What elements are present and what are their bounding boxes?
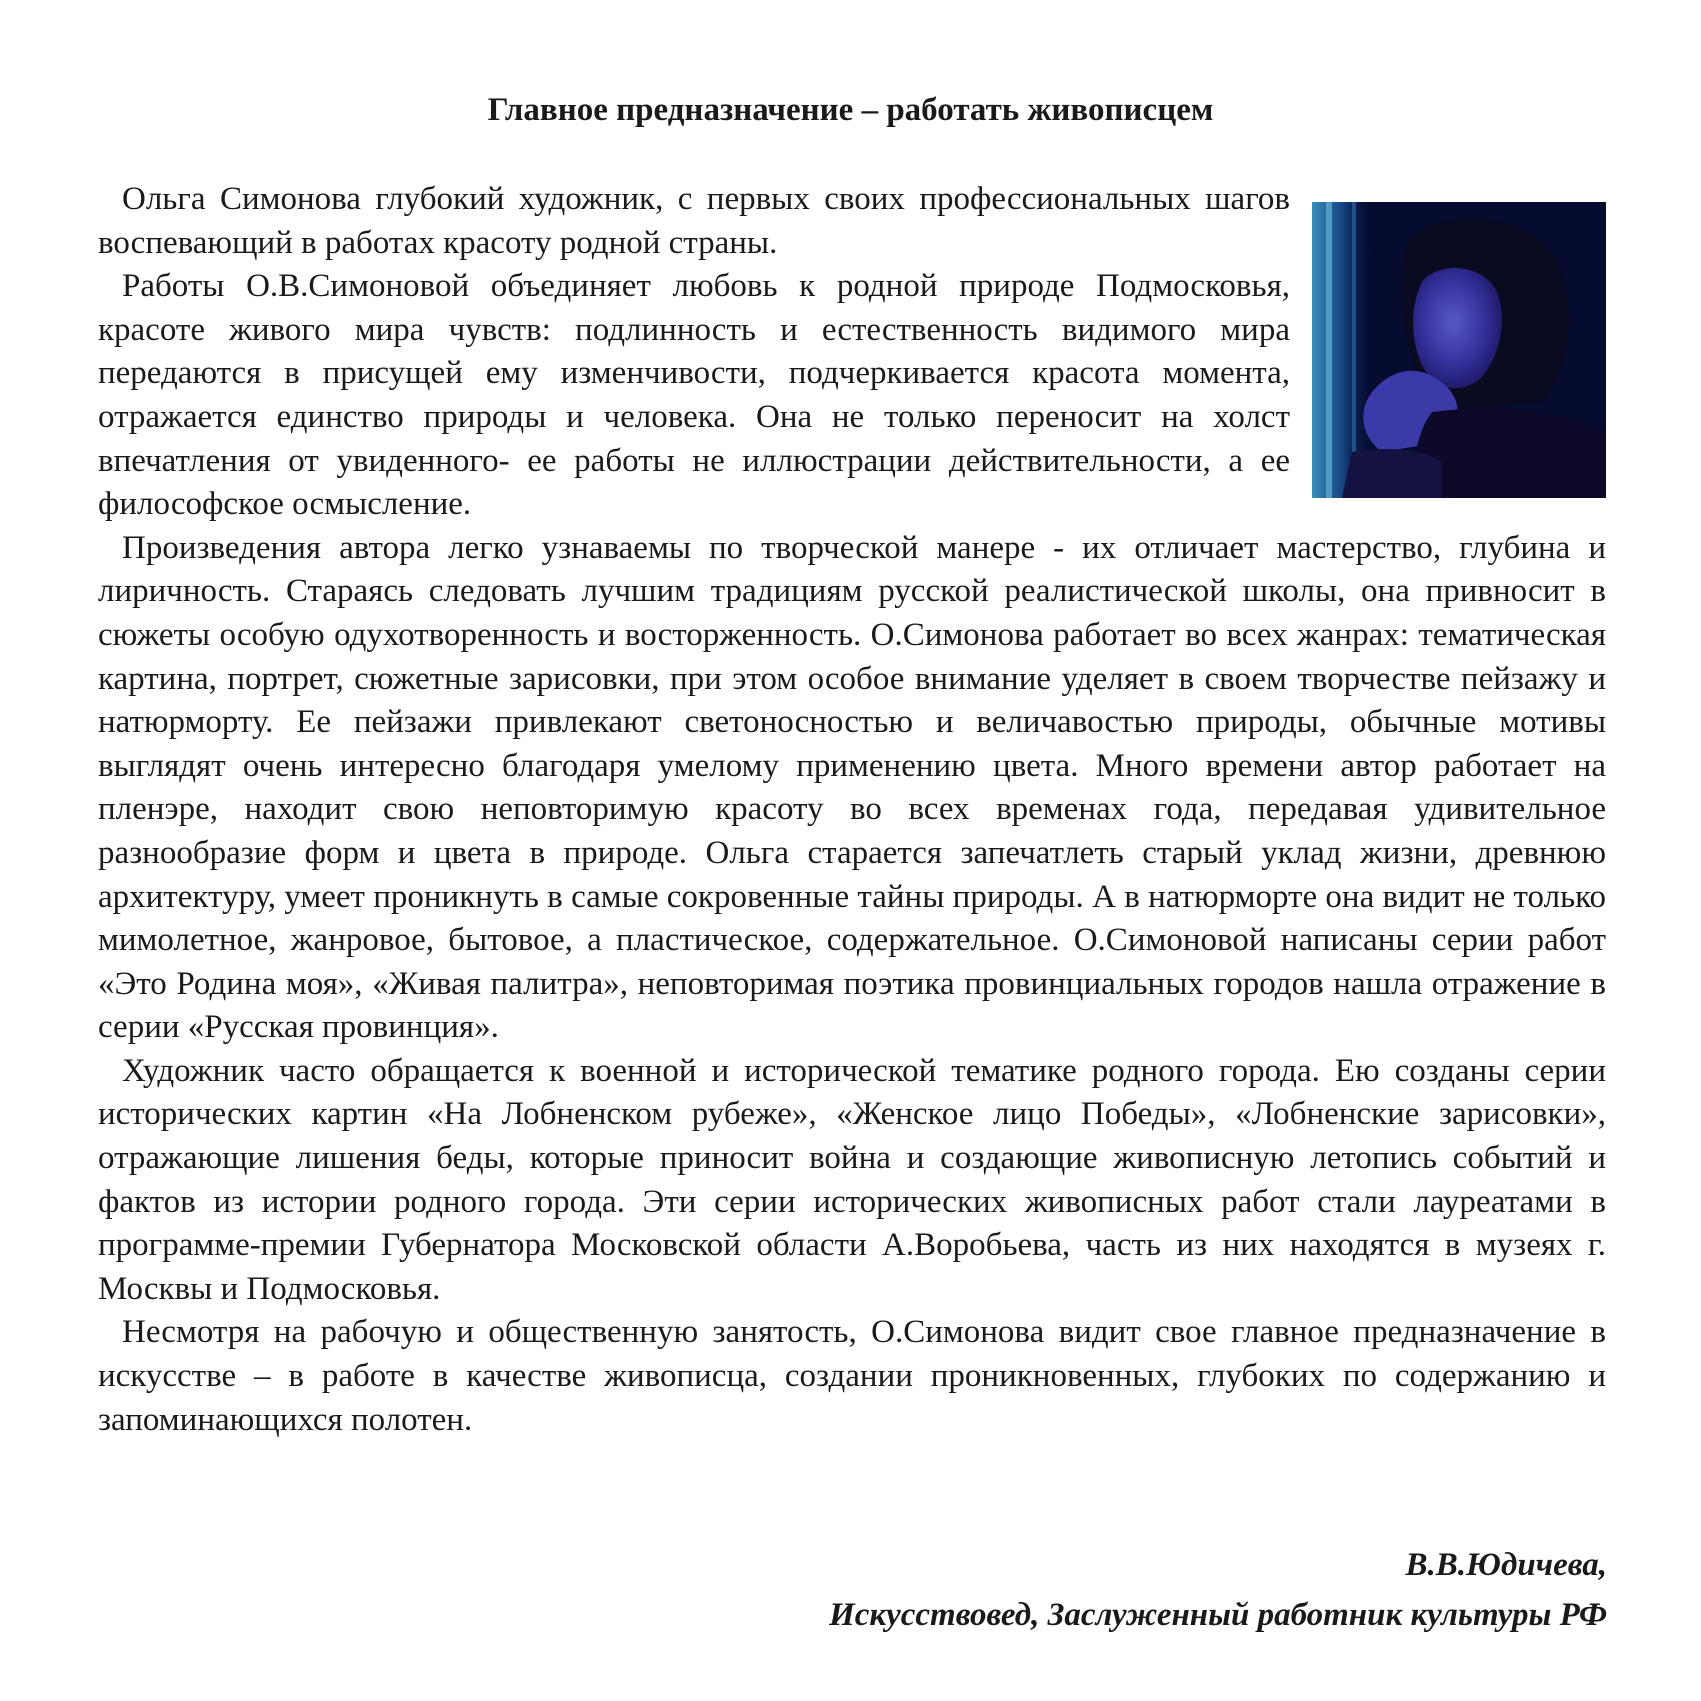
article-title: Главное предназначение – работать живописцем [487,92,1214,128]
signature-name: В.В.Юдичева, [1405,1547,1607,1583]
article-body [98,178,1606,1442]
author-portrait-photo [1312,202,1606,498]
paragraph-4: Художник часто обращается к военной и исторической тематике родного города. Ею созданы серии исторических картин «На Лобненском рубеже», «Женское лицо Победы», «Лобненские зарисовки», отражающие лишения беды, которые приносит война и создающие живописную летопись событий и фактов из истории родного города. Эти серии исторических живописных работ стали лауреатами в программе-премии Губернатора Московской области А.Воробьева, часть из них находятся в музеях г. Москвы и Подмосковья. [98,1052,1606,1307]
paragraph-5: Несмотря на рабочую и общественную занятость, О.Симонова видит свое главное предназначение в искусстве – в работе в качестве живописца, создании проникновенных, глубоких по содержанию и запоминающихся полотен. [98,1314,1606,1438]
paragraph-3: Произведения автора легко узнаваемы по творческой манере - их отличает мастерство, глубина и лиричность. Стараясь следовать лучшим традициям русской реалистической школы, она привносит в сюжеты особую одухотворенность и восторженность. О.Симонова работает во всех жанрах: тематическая картина, портрет, сюжетные зарисовки, при этом особое внимание уделяет в своем творчестве пейзажу и натюрморту. Ее пейзажи привлекают светоносностью и величавостью природы, обычные мотивы выглядят очень интересно благодаря умелому применению цвета. Много времени автор работает на пленэре, находит свою неповторимую красоту во всех временах года, передавая удивительное разнообразие форм и цвета в природе. Ольга старается запечатлеть старый уклад жизни, древнюю архитектуру, умеет проникнуть в самые сокровенные тайны природы. А в натюрморте она видит не только мимолетное, жанровое, бытовое, а пластическое, содержательное. О.Симоновой написаны серии работ «Это Родина моя», «Живая палитра», неповторимая поэтика провинциальных городов нашла отражение в серии «Русская провинция». [98,529,1606,1046]
paragraph-2: Работы О.В.Симоновой объединяет любовь к родной природе Подмосковья, красоте живого мира чувств: подлинность и естественность видимого мира передаются в присущей ему изменчивости, подчеркивается красота момента, отражается единство природы и человека. Она не только переносит на холст впечатления от увиденного- ее работы не иллюстрации действительности, а ее философское осмысление. [98,268,1290,523]
portrait-illustration [1312,202,1606,498]
signature-role: Искусствовед, Заслуженный работник культуры РФ [829,1597,1607,1633]
paragraph-1: Ольга Симонова глубокий художник, с первых своих профессиональных шагов воспевающий в работах красоту родной страны. [98,181,1290,261]
author-signature [829,1540,1607,1640]
